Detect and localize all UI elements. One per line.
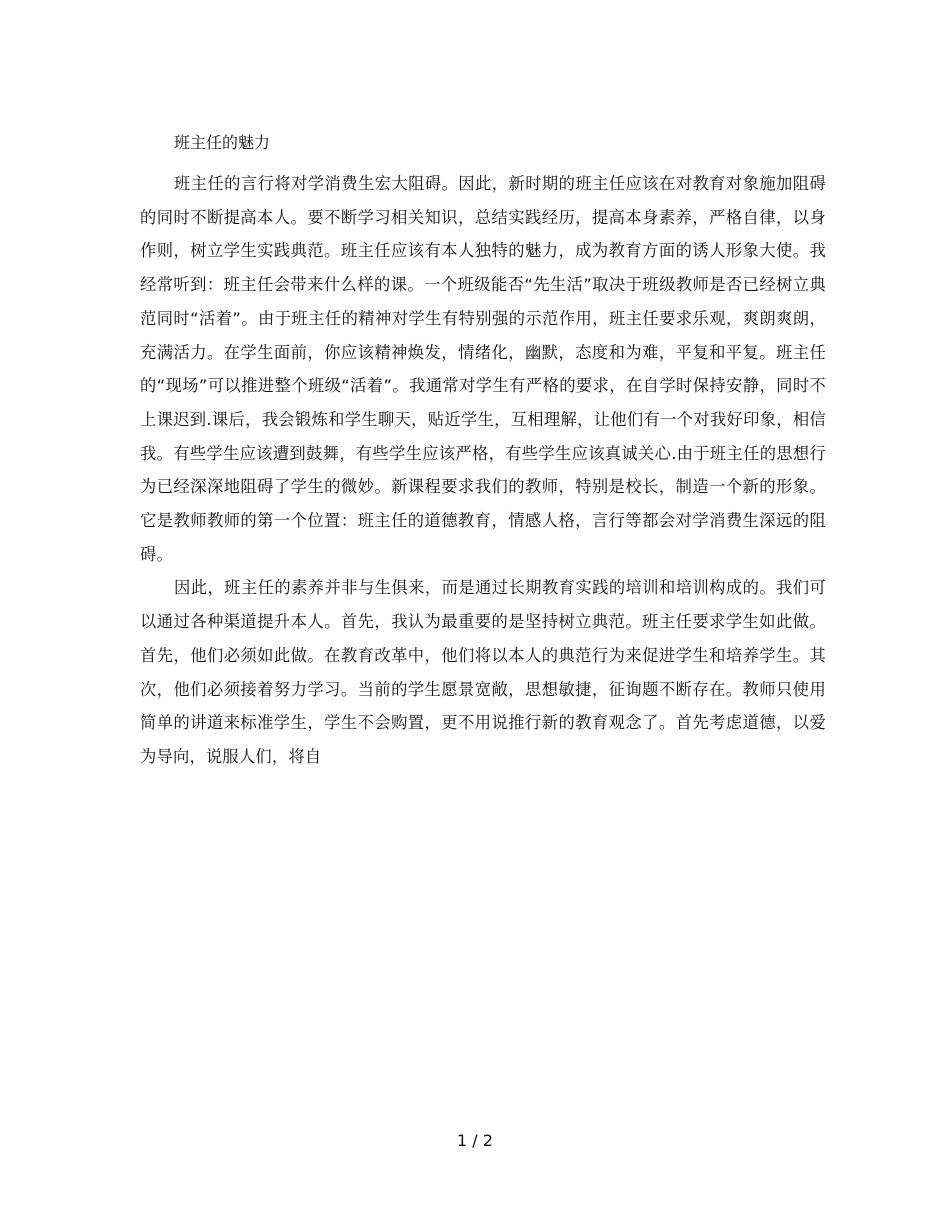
paragraph-2: 因此，班主任的素养并非与生俱来，而是通过长期教育实践的培训和培训构成的。我们可以通过各种渠道提升本人。首先，我认为最重要的是坚持树立典范。班主任要求学生如此做。首先，他们必须如此做。在教育改革中，他们将以本人的典范行为来促进学生和培养学生。其次，他们必须接着努力学习。当前的学生愿景宽敞，思想敏捷，征询题不断存在。教师只使用简单的讲道来标准学生，学生不会购置，更不用说推行新的教育观念了。首先考虑道德，以爱为导向，说服人们，将自 — [140, 578, 826, 766]
document-body — [140, 126, 826, 774]
page-number: 1 / 2 — [457, 1131, 493, 1150]
paragraph-1: 班主任的言行将对学消费生宏大阻碍。因此，新时期的班主任应该在对教育对象施加阻碍的同时不断提高本人。要不断学习相关知识，总结实践经历，提高本身素养，严格自律，以身作则，树立学生实践典范。班主任应该有本人独特的魅力，成为教育方面的诱人形象大使。我经常听到：班主任会带来什么样的课。一个班级能否“先生活”取决于班级教师是否已经树立典范同时“活着”。由于班主任的精神对学生有特别强的示范作用，班主任要求乐观，爽朗爽朗，充满活力。在学生面前，你应该精神焕发，情绪化，幽默，态度和为难，平复和平复。班主任的“现场”可以推进整个班级“活着”。我通常对学生有严格的要求，在自学时保持安静，同时不上课迟到.课后，我会锻炼和学生聊天，贴近学生，互相理解，让他们有一个对我好印象，相信我。有些学生应该遭到鼓舞，有些学生应该严格，有些学生应该真诚关心.由于班主任的思想行为已经深深地阻碍了学生的微妙。新课程要求我们的教师，特别是校长，制造一个新的形象。它是教师教师的第一个位置：班主任的道德教育，情感人格，言行等都会对学消费生深远的阻碍。 — [140, 174, 826, 564]
document-title: 班主任的魅力 — [174, 133, 271, 152]
